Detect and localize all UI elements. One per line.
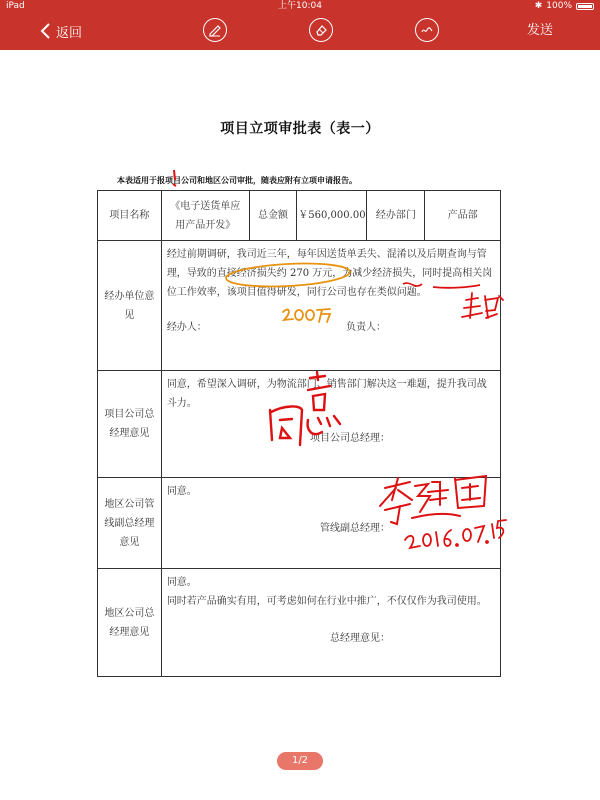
back-label: 返回	[56, 25, 83, 41]
signature-icon	[420, 23, 434, 37]
amount-label: 总金额	[249, 191, 297, 241]
project-gm-label: 项目公司总经理意见	[98, 371, 162, 478]
pen-tool-button[interactable]	[203, 18, 227, 42]
dept-value: 产品部	[425, 191, 501, 241]
form-row-project	[98, 191, 501, 241]
amount-value: ￥560,000.00	[297, 191, 367, 241]
battery-percent: 100%	[546, 1, 572, 11]
responsible-label: 负责人：	[346, 322, 386, 333]
regional-gm-label: 地区公司总经理意见	[98, 569, 162, 677]
eraser-tool-button[interactable]	[309, 18, 333, 42]
document-note: 本表适用于报项目公司和地区公司审批，随表应附有立项申请报告。	[117, 176, 357, 185]
pipeline-vp-text: 同意。	[166, 486, 197, 497]
send-button[interactable]: 发送	[526, 23, 553, 38]
project-gm-cell	[161, 371, 500, 478]
regional-gm-cell	[161, 569, 500, 677]
approval-form	[97, 190, 501, 677]
regional-gm-text2: 同时若产品确实有用，可考虑如何在行业中推广，不仅仅作为我司使用。	[166, 596, 487, 607]
battery-icon	[576, 3, 594, 10]
pen-icon	[208, 23, 222, 37]
handler-label: 经办人：	[166, 322, 207, 333]
project-gm-text: 同意，希望深入调研，为物流部门、销售部门解决这一难题，提升我司战斗力。	[166, 379, 487, 409]
dept-label: 经办部门	[367, 191, 425, 241]
form-row-project-gm	[98, 371, 501, 478]
page-indicator: 1/2	[277, 752, 323, 770]
form-row-regional-gm	[98, 569, 501, 677]
form-row-unit-opinion	[98, 241, 501, 371]
document-title: 项目立项审批表（表一）	[220, 121, 380, 137]
unit-opinion-cell	[161, 241, 500, 371]
regional-gm-text1: 同意。	[166, 577, 197, 588]
pipeline-vp-label: 地区公司管线副总经理意见	[98, 478, 162, 569]
pipeline-vp-cell	[161, 478, 500, 569]
project-gm-sign-label: 项目公司总经理：	[310, 433, 390, 444]
pipeline-vp-sign-label: 管线副总经理：	[320, 523, 390, 534]
project-name-value: 《电子送货单应用产品开发》	[161, 191, 249, 241]
bluetooth-icon: ✱	[534, 1, 543, 11]
back-button[interactable]	[40, 12, 82, 50]
nav-bar	[0, 12, 600, 50]
regional-gm-sign-label: 总经理意见：	[330, 633, 390, 644]
device-label: iPad	[6, 1, 25, 11]
unit-opinion-text: 经过前期调研，我司近三年，每年因送货单丢失、混淆以及后期查询与管理，导致的直接经济损失约 270 万元，为减少经济损失，同时提高相关岗位工作效率，该项目值得研发，同行公司也存在类似问题。	[166, 249, 493, 298]
eraser-icon	[314, 23, 328, 37]
signature-tool-button[interactable]	[415, 18, 439, 42]
chevron-left-icon	[40, 23, 52, 39]
project-name-label: 项目名称	[98, 191, 162, 241]
form-row-pipeline-vp	[98, 478, 501, 569]
unit-opinion-label: 经办单位意见	[98, 241, 162, 371]
status-bar	[0, 0, 600, 12]
status-time: 上午10:04	[278, 1, 322, 11]
